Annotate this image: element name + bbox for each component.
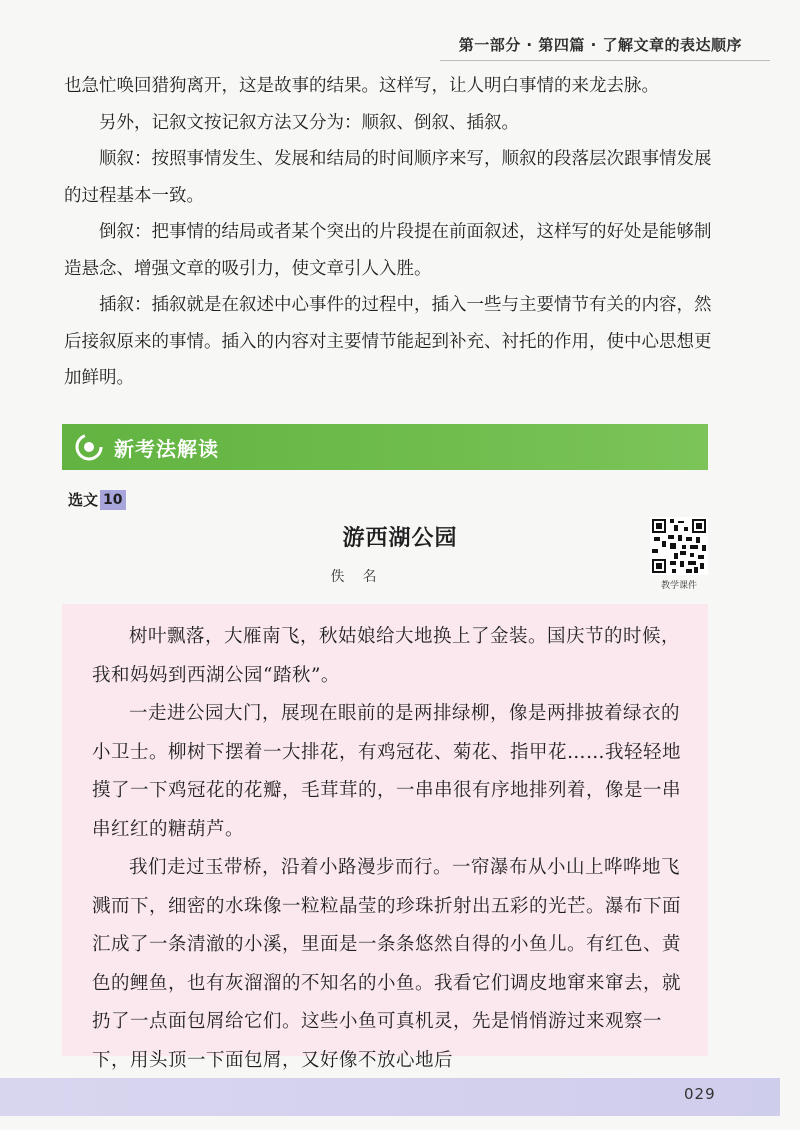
header-divider — [440, 60, 770, 61]
selection-label — [68, 489, 126, 510]
intro-paragraph: 另外，记叙文按记叙方法又分为：顺叙、倒叙、插叙。 — [99, 112, 519, 133]
intro-paragraph: 倒叙：把事情的结局或者某个突出的片段提在前面叙述，这样写的好处是能够制造悬念、增强文章的吸引力，使文章引人入胜。 — [64, 222, 712, 279]
footer-band — [0, 1078, 780, 1116]
selection-label-text: 选文 — [68, 491, 99, 509]
refresh-icon — [74, 432, 104, 462]
section-banner — [62, 424, 708, 470]
qr-code-icon[interactable] — [650, 517, 708, 575]
reading-passage — [92, 618, 692, 1080]
intro-paragraph: 也急忙唤回猎狗离开，这是故事的结果。这样写，让人明白事情的来龙去脉。 — [64, 76, 659, 96]
section-title: 新考法解读 — [114, 436, 219, 461]
passage-paragraph: 树叶飘落，大雁南飞，秋姑娘给大地换上了金装。国庆节的时候，我和妈妈到西湖公园“踏秋”。 — [92, 626, 681, 686]
qr-code-label: 教学课件 — [660, 581, 697, 591]
passage-paragraph: 我们走过玉带桥，沿着小路漫步而行。一帘瀑布从小山上哗哗地飞溅而下，细密的水珠像一粒粒晶莹的珍珠折射出五彩的光芒。瀑布下面汇成了一条清澈的小溪，里面是一条条悠然自得的小鱼儿。有红色、黄色的鲤鱼，也有灰溜溜的不知名的小鱼。我看它们调皮地窜来窜去，就扔了一点面包屑给它们。这些小鱼可真机灵，先是悄悄游过来观察一下，用头顶一下面包屑，又好像不放心地后 — [92, 857, 682, 1071]
intro-paragraph: 顺叙：按照事情发生、发展和结局的时间顺序来写，顺叙的段落层次跟事情发展的过程基本一致。 — [64, 149, 712, 206]
page-number: 029 — [684, 1085, 716, 1103]
article-author: 佚名 — [330, 569, 395, 585]
intro-text — [64, 68, 724, 397]
passage-paragraph: 一走进公园大门，展现在眼前的是两排绿柳，像是两排披着绿衣的小卫士。柳树下摆着一大排花，有鸡冠花、菊花、指甲花……我轻轻地摸了一下鸡冠花的花瓣，毛茸茸的，一串串很有序地排列着，像是一串串红红的糖葫芦。 — [92, 703, 682, 840]
selection-number: 10 — [100, 490, 125, 510]
running-header: 第一部分 · 第四篇 · 了解文章的表达顺序 — [458, 36, 742, 54]
intro-paragraph: 插叙：插叙就是在叙述中心事件的过程中，插入一些与主要情节有关的内容，然后接叙原来的事情。插入的内容对主要情节能起到补充、衬托的作用，使中心思想更加鲜明。 — [64, 295, 712, 388]
article-title: 游西湖公园 — [342, 525, 458, 551]
